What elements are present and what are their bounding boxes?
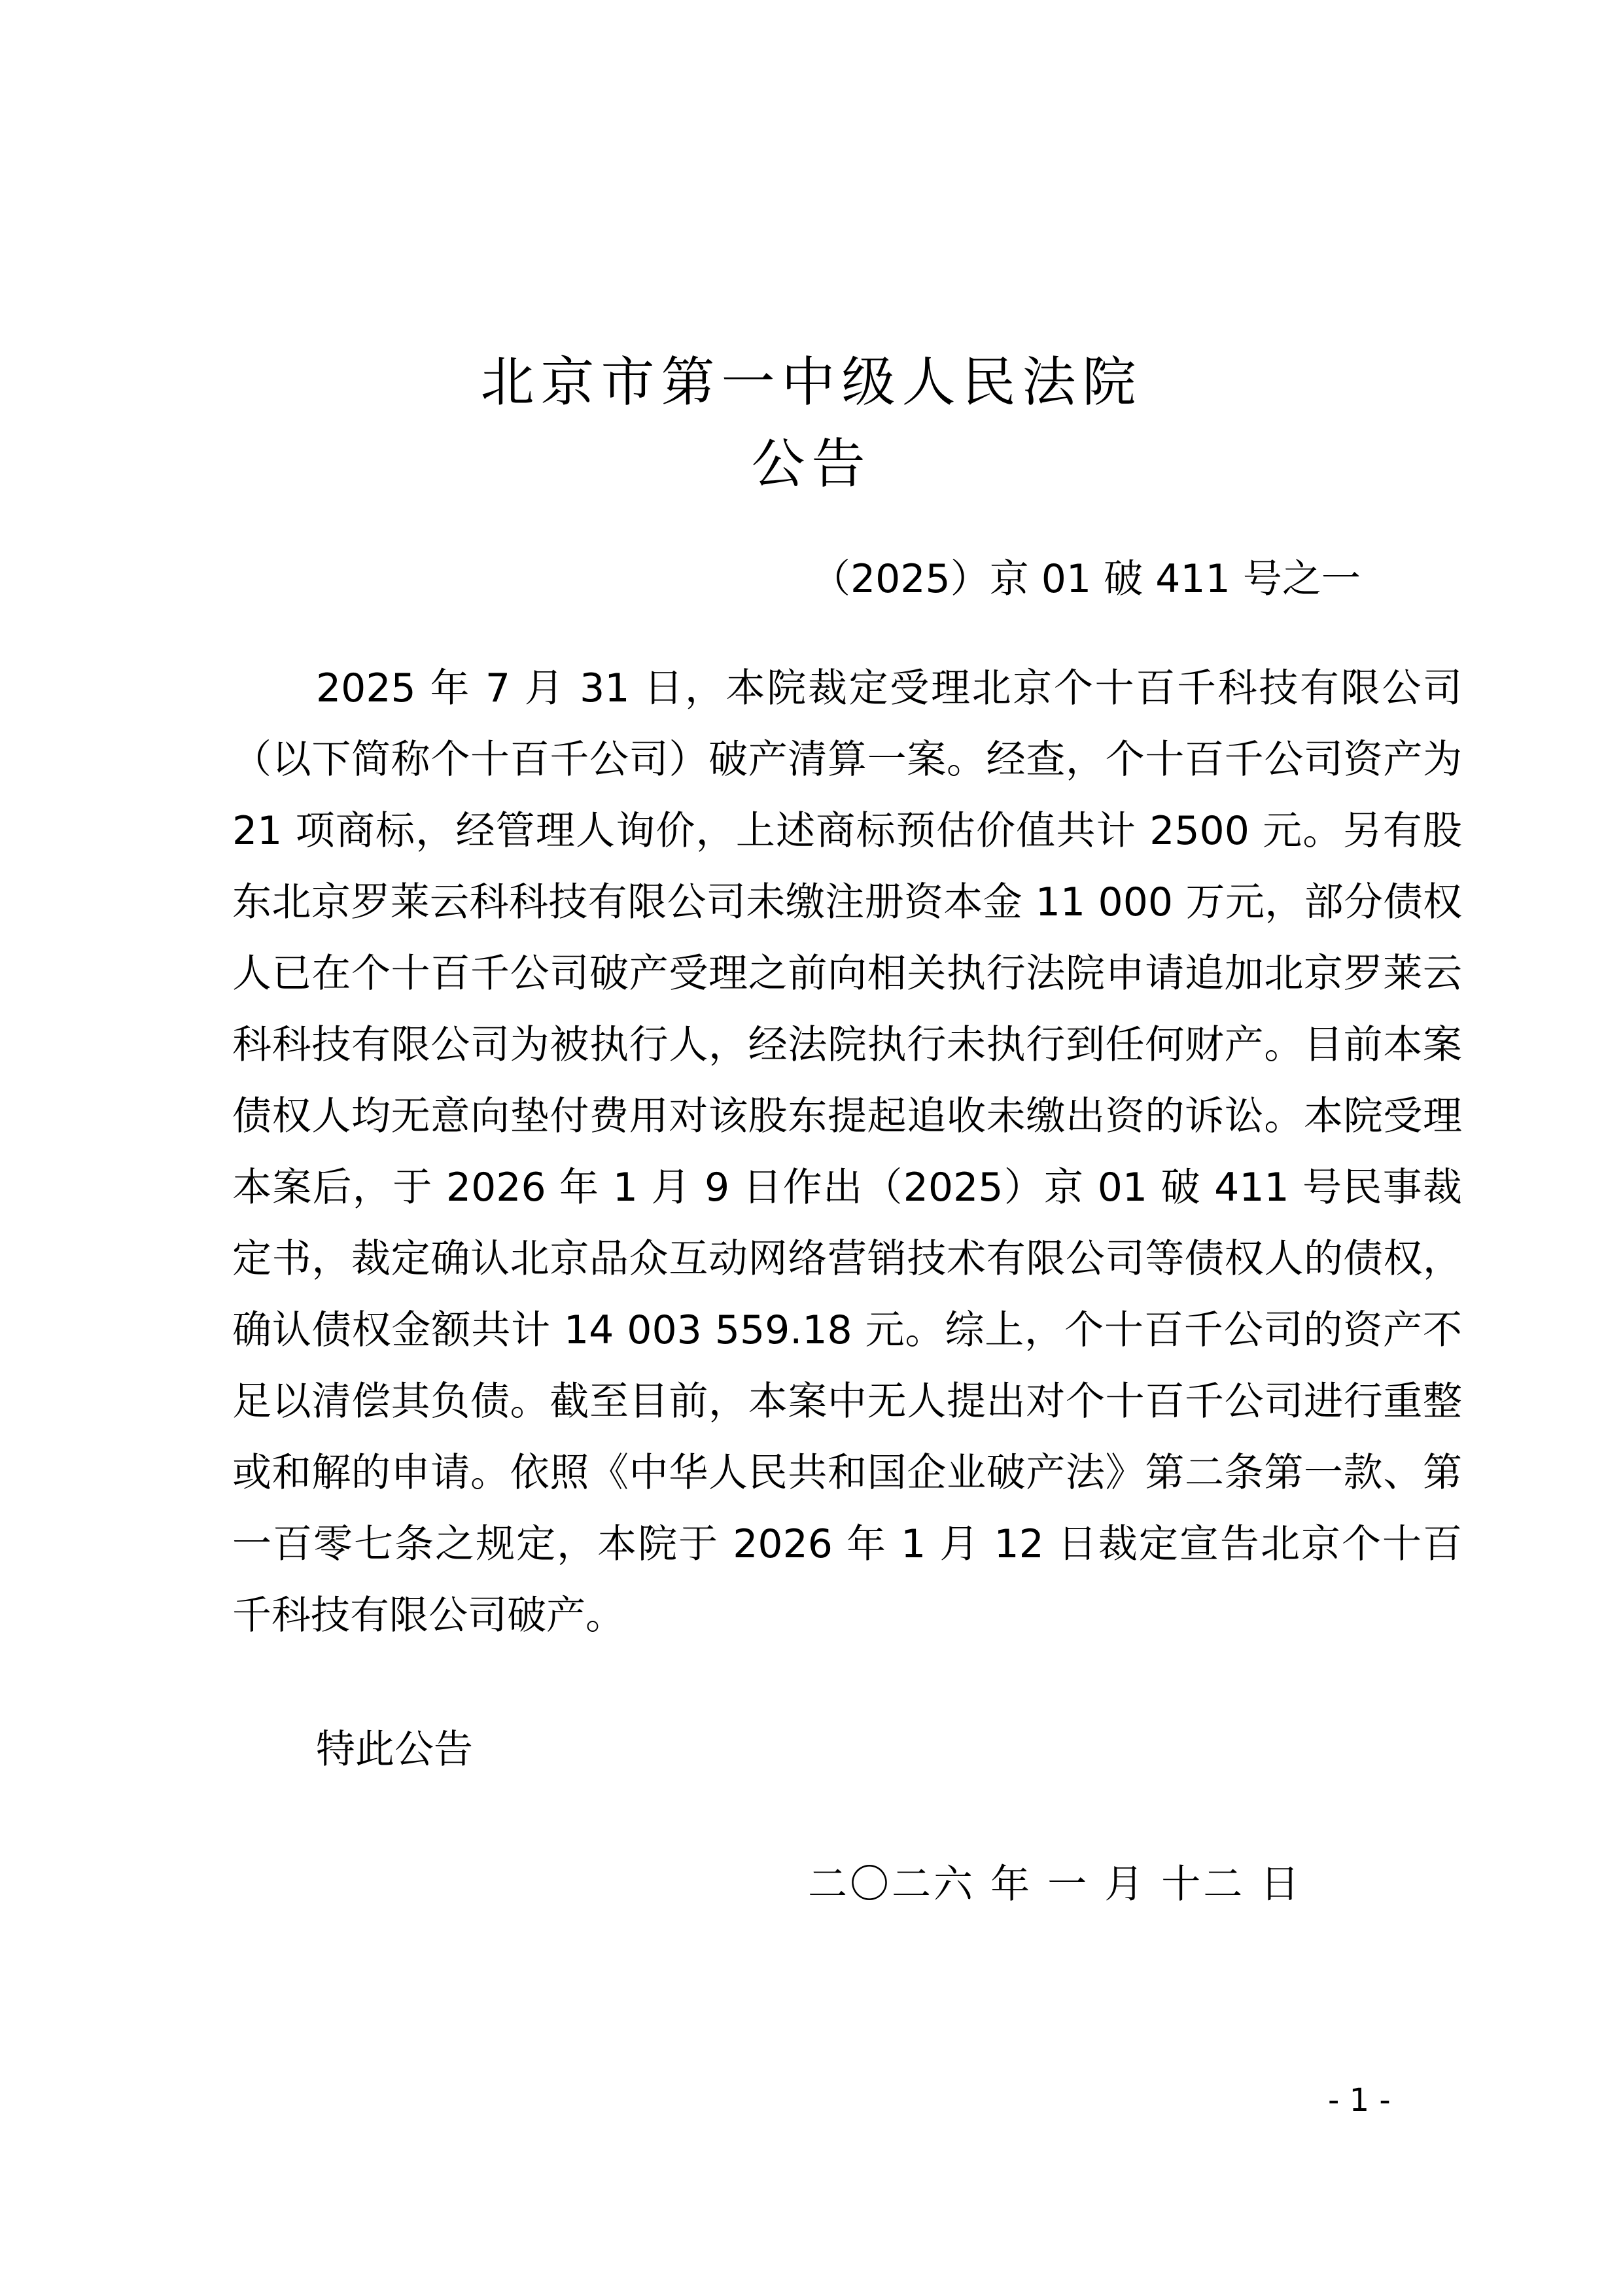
issue-date: 二〇二六 年 一 月 十二 日 xyxy=(808,1862,1302,1907)
closing-statement: 特此公告 xyxy=(316,1727,473,1773)
announcement-body-paragraph: 2025 年 7 月 31 日，本院裁定受理北京个十百千科技有限公司（以下简称个十百千公司）破产清算一案。经查，个十百千公司资产为 21 项商标，经管理人询价，上述商标预估价值共计 2500 元。另有股东北京罗莱云科科技有限公司未缴注册资本金 11 000 万元，部分债权人已在个十百千公司破产受理之前向相关执行法院申请追加北京罗莱云科科技有限公司为被执行人，经法院执行未执行到任何财产。目前本案债权人均无意向垫付费用对该股东提起追收未缴出资的诉讼。本院受理本案后，于 2026 年 1 月 9 日作出（2025）京 01 破 411 号民事裁定书，裁定确认北京品众互动网络营销技术有限公司等债权人的债权，确认债权金额共计 14 003 559.18 元。综上，个十百千公司的资产不足以清偿其负债。截至目前，本案中无人提出对个十百千公司进行重整或和解的申请。依照《中华人民共和国企业破产法》第二条第一款、第一百零七条之规定，本院于 2026 年 1 月 12 日裁定宣告北京个十百千科技有限公司破产。 xyxy=(232,665,1462,1638)
case-number: （2025）京 01 破 411 号之一 xyxy=(811,556,1361,602)
document-type-heading: 公告 xyxy=(751,433,872,495)
page-number: - 1 - xyxy=(1328,2082,1391,2119)
court-name-heading: 北京市第一中级人民法院 xyxy=(480,351,1143,414)
